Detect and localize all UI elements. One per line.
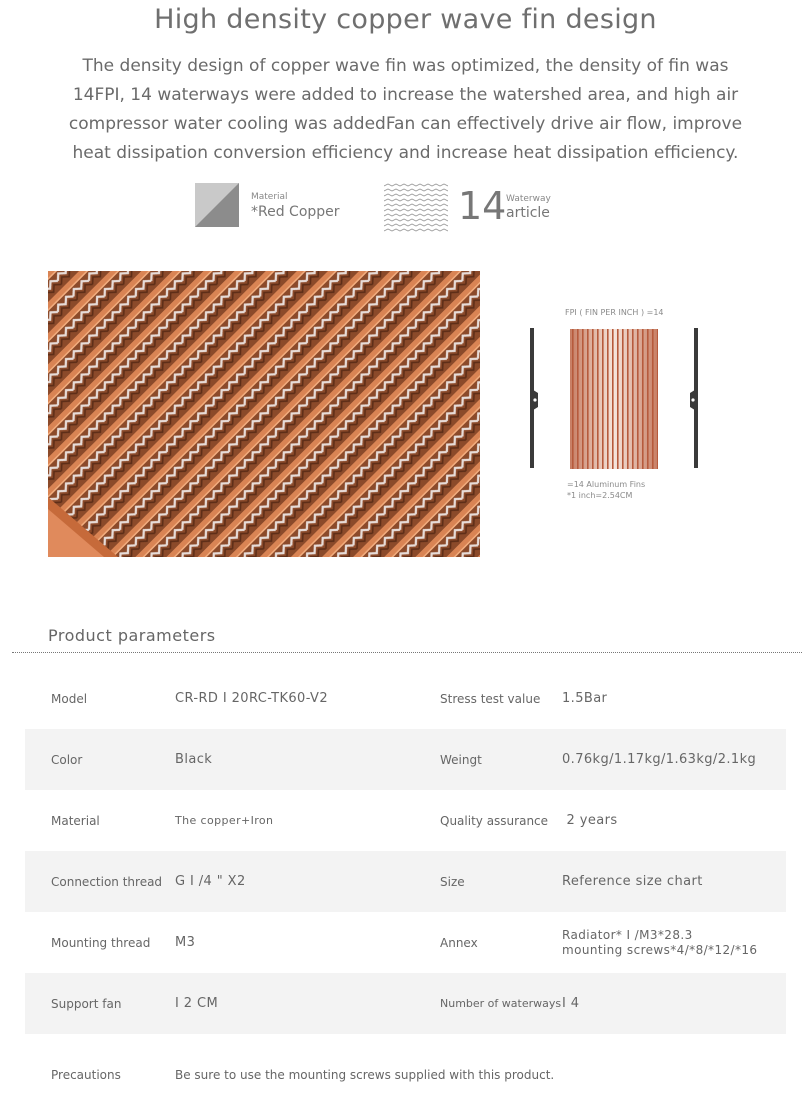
fpi-inch-conversion: *1 inch=2.54CM — [567, 491, 633, 500]
param-label: Size — [440, 874, 465, 889]
param-label: Material — [51, 813, 100, 828]
param-value: 2 years — [562, 813, 618, 828]
table-row — [25, 1044, 786, 1105]
table-row — [25, 729, 786, 790]
section-title: Product parameters — [48, 626, 216, 645]
wave-fin-icon — [384, 183, 448, 233]
param-value — [562, 912, 757, 973]
param-value: M3 — [175, 935, 196, 950]
material-swatch-icon — [195, 183, 239, 227]
description: The density design of copper wave fin was optimized, the density of fin was 14FPI, 14 waterways were added to increase the watershed area, and high air compressor water cooling was addedFan can effectively drive air flow, improve heat dissipation conversion efficiency and increase heat dissipation efficiency. — [68, 56, 743, 163]
param-label: Color — [51, 752, 83, 767]
fpi-title: FPI ( FIN PER INCH ) =14 — [565, 308, 664, 317]
param-label: Connection thread — [51, 874, 163, 889]
table-row — [25, 790, 786, 851]
param-value: G I /4 " X2 — [175, 874, 246, 889]
param-label: Number of waterways — [440, 997, 562, 1010]
copper-fin-image — [48, 271, 480, 557]
param-label: Support fan — [51, 996, 122, 1011]
param-value: Black — [175, 752, 213, 767]
annex-line-1: Radiator* I /M3*28.3 — [562, 927, 693, 942]
parameters-table — [25, 668, 786, 1105]
param-label: Model — [51, 691, 88, 706]
param-label: Quality assurance — [440, 813, 549, 828]
param-value: I 2 CM — [175, 996, 219, 1011]
page-title: High density copper wave fin design — [154, 4, 657, 35]
table-row — [25, 851, 786, 912]
param-value: CR-RD I 20RC-TK60-V2 — [175, 691, 329, 706]
param-label: Annex — [440, 935, 478, 950]
param-label: Weingt — [440, 752, 482, 767]
material-value: *Red Copper — [251, 204, 340, 220]
precautions-label: Precautions — [51, 1067, 121, 1082]
waterway-value: article — [506, 205, 550, 221]
param-label: Mounting thread — [51, 935, 151, 950]
param-value: 1.5Bar — [562, 691, 608, 706]
annex-line-2: mounting screws*4/*8/*12/*16 — [562, 942, 758, 957]
table-row — [25, 973, 786, 1034]
table-row — [25, 912, 786, 973]
param-value: I 4 — [562, 996, 580, 1011]
fpi-fin-count: =14 Aluminum Fins — [567, 480, 646, 489]
param-value: Reference size chart — [562, 874, 703, 889]
precautions-value: Be sure to use the mounting screws supplied with this product. — [175, 1067, 555, 1082]
waterway-caption: Waterway — [506, 194, 551, 204]
material-caption: Material — [251, 192, 288, 202]
copper-fin-photo — [48, 271, 480, 557]
param-label: Stress test value — [440, 691, 541, 706]
waterway-count: 14 — [458, 184, 507, 228]
material-spec — [195, 183, 355, 229]
fpi-diagram — [522, 305, 712, 505]
param-value: 0.76kg/1.17kg/1.63kg/2.1kg — [562, 752, 757, 767]
fpi-fin-drawing — [522, 323, 712, 473]
divider — [12, 652, 802, 653]
table-row — [25, 668, 786, 729]
param-value: The copper+Iron — [175, 814, 274, 827]
waterway-spec — [384, 183, 564, 233]
